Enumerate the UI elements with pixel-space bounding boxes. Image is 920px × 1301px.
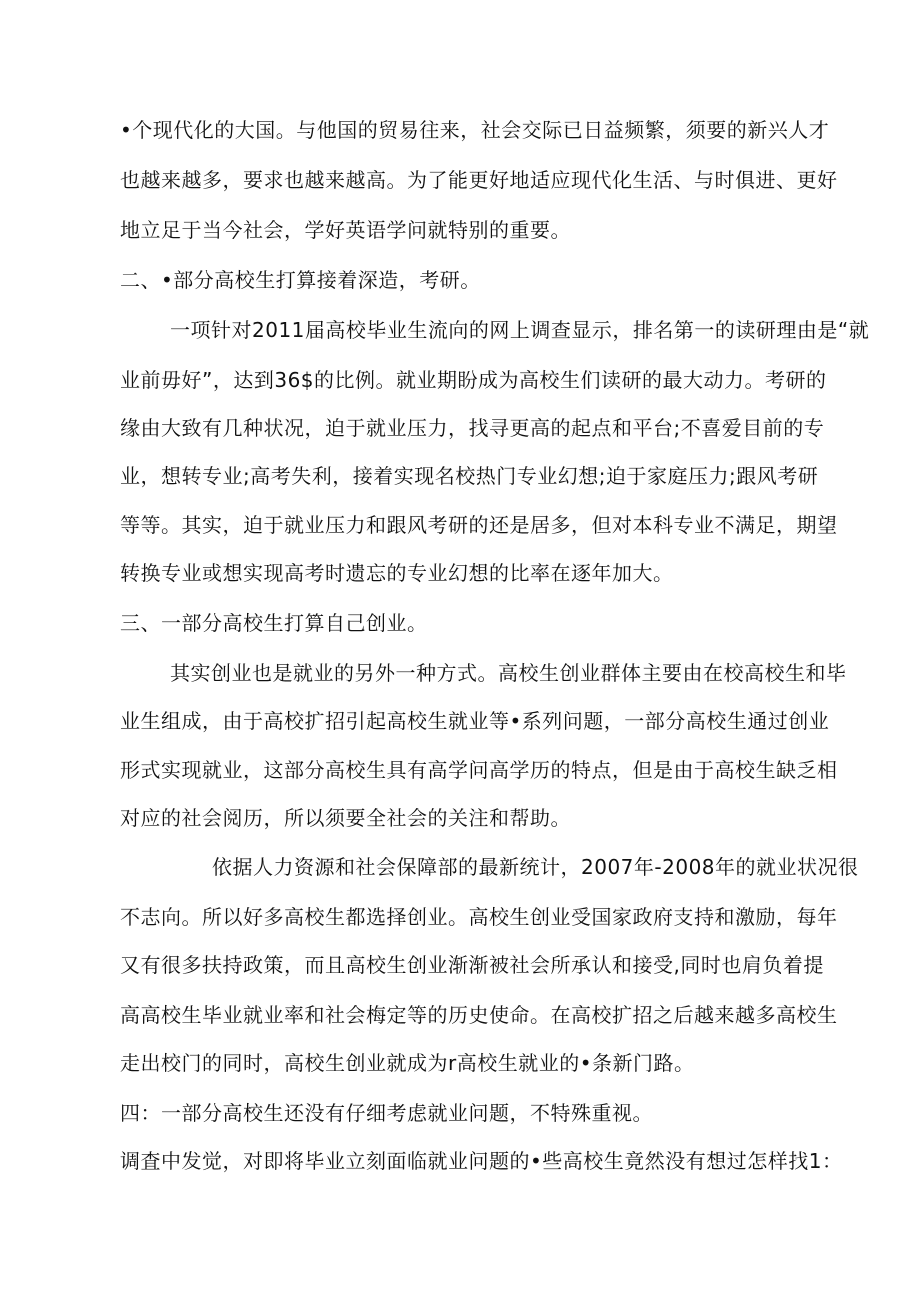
paragraph-line: •个现代化的大国。与他国的贸易往来，社会交际已日益频繁，须要的新兴人才 xyxy=(120,118,830,142)
paragraph-line: 转换专业或想实现高考时遗忘的专业幻想的比率在逐年加大。 xyxy=(120,561,674,585)
paragraph-line: 地立足于当今社会，学好英语学问就特别的重要。 xyxy=(120,218,571,242)
paragraph-line: 业，想转专业;高考失利，接着实现名校热门专业幻想;迫于家庭压力;跟风考研 xyxy=(120,464,819,488)
paragraph-line: 业生组成，由于高校扩招引起高校生就业等•系列问题，一部分高校生通过创业 xyxy=(120,709,830,733)
paragraph-line: 也越来越多，要求也越来越高。为了能更好地适应现代化生活、与时俱进、更好 xyxy=(120,168,838,192)
paragraph-line: 走出校门的同时，高校生创业就成为r高校生就业的•条新门路。 xyxy=(120,1051,695,1075)
paragraph-line: 等等。其实，迫于就业压力和跟风考研的还是居多，但对本科专业不满足，期望 xyxy=(120,513,838,537)
paragraph-line: 依据人力资源和社会保障部的最新统计，2007年-2008年的就业状况很 xyxy=(212,855,859,879)
paragraph-line: 对应的社会阅历，所以须要全社会的关注和帮助。 xyxy=(120,806,571,830)
paragraph-line: 不志向。所以好多高校生都选择创业。高校生创业受国家政府支持和激励，每年 xyxy=(120,905,838,929)
paragraph-line: 业前毋好”，达到36$的比例。就业期盼成为高校生们读研的最大动力。考研的 xyxy=(120,368,827,392)
section-heading: 二、•部分高校生打算接着深造，考研。 xyxy=(120,268,481,292)
paragraph-line: 形式实现就业，这部分高校生具有高学问高学历的特点，但是由于高校生缺乏相 xyxy=(120,758,838,782)
section-heading: 三、一部分高校生打算自己创业。 xyxy=(120,611,428,635)
paragraph-line: 缘由大致有几种状况，迫于就业压力，找寻更高的起点和平台;不喜爱目前的专 xyxy=(120,416,825,440)
paragraph-line: 又有很多扶持政策，而且高校生创业渐渐被社会所承认和接受,同时也肩负着提 xyxy=(120,953,824,977)
paragraph-line: 调査中发觉，对即将毕业立刻面临就业问题的•些高校生竟然没有想过怎样找1： xyxy=(120,1149,843,1173)
section-heading: 四：一部分高校生还没有仔细考虑就业问题，不特殊重视。 xyxy=(120,1101,653,1125)
paragraph-line: 一项针对2011届高校毕业生流向的网上调查显示，排名第一的读研理由是“就 xyxy=(170,318,870,342)
paragraph-line: 其实创业也是就业的另外一种方式。高校生创业群体主要由在校高校生和毕 xyxy=(170,661,847,685)
paragraph-line: 高高校生毕业就业率和社会梅定等的历史使命。在高校扩招之后越来越多高校生 xyxy=(120,1003,838,1027)
